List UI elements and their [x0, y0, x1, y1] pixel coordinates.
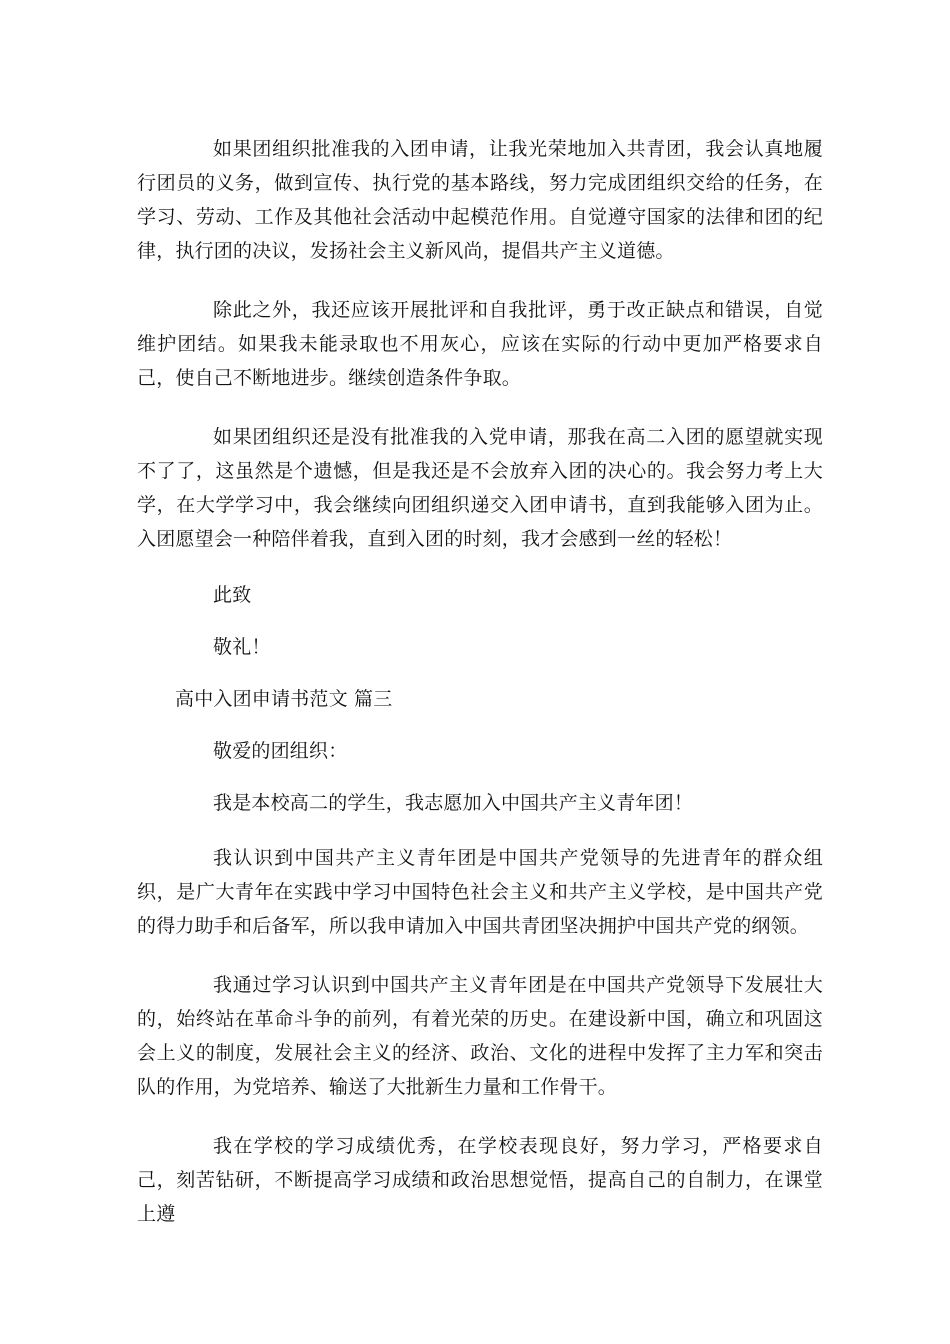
closing-regards: 敬礼！	[213, 636, 271, 658]
paragraph-history: 我通过学习认识到中国共产主义青年团是在中国共产党领导下发展壮大的，始终站在革命斗争的前列，有着光荣的历史。在建设新中国，确立和巩固这会上义的制度，发展社会主义的经济、政治、文化的进程中发挥了主力军和突击队的作用，为党培养、输送了大批新生力量和工作骨干。	[137, 974, 823, 1098]
salutation: 敬爱的团组织：	[213, 740, 348, 762]
section-title: 高中入团申请书范文 篇三	[175, 688, 393, 710]
intro-statement: 我是本校高二的学生，我志愿加入中国共产主义青年团！	[213, 792, 694, 814]
paragraph-self-criticism: 除此之外，我还应该开展批评和自我批评，勇于改正缺点和错误，自觉维护团结。如果我未能录取也不用灰心，应该在实际的行动中更加严格要求自己，使自己不断地进步。继续创造条件争取。	[137, 299, 823, 389]
paragraph-understanding: 我认识到中国共产主义青年团是中国共产党领导的先进青年的群众组织，是广大青年在实践中学习中国特色社会主义和共产主义学校，是中国共产党的得力助手和后备军，所以我申请加入中国共青团坚决拥护中国共产党的纲领。	[137, 847, 823, 937]
paragraph-performance: 我在学校的学习成绩优秀，在学校表现良好，努力学习，严格要求自己，刻苦钻研，不断提高学习成绩和政治思想觉悟，提高自己的自制力，在课堂上遵	[137, 1135, 823, 1225]
document-body	[137, 132, 823, 1256]
closing-salute: 此致	[213, 584, 252, 606]
paragraph-commitment: 如果团组织批准我的入团申请，让我光荣地加入共青团，我会认真地履行团员的义务，做到宣传、执行党的基本路线，努力完成团组织交给的任务，在学习、劳动、工作及其他社会活动中起模范作用。自觉遵守国家的法律和团的纪律，执行团的决议，发扬社会主义新风尚，提倡共产主义道德。	[137, 138, 823, 262]
paragraph-determination: 如果团组织还是没有批准我的入党申请，那我在高二入团的愿望就实现不了了，这虽然是个遗憾，但是我还是不会放弃入团的决心的。我会努力考上大学，在大学学习中，我会继续向团组织递交入团申请书，直到我能够入团为止。入团愿望会一种陪伴着我，直到入团的时刻，我才会感到一丝的轻松！	[137, 426, 823, 550]
